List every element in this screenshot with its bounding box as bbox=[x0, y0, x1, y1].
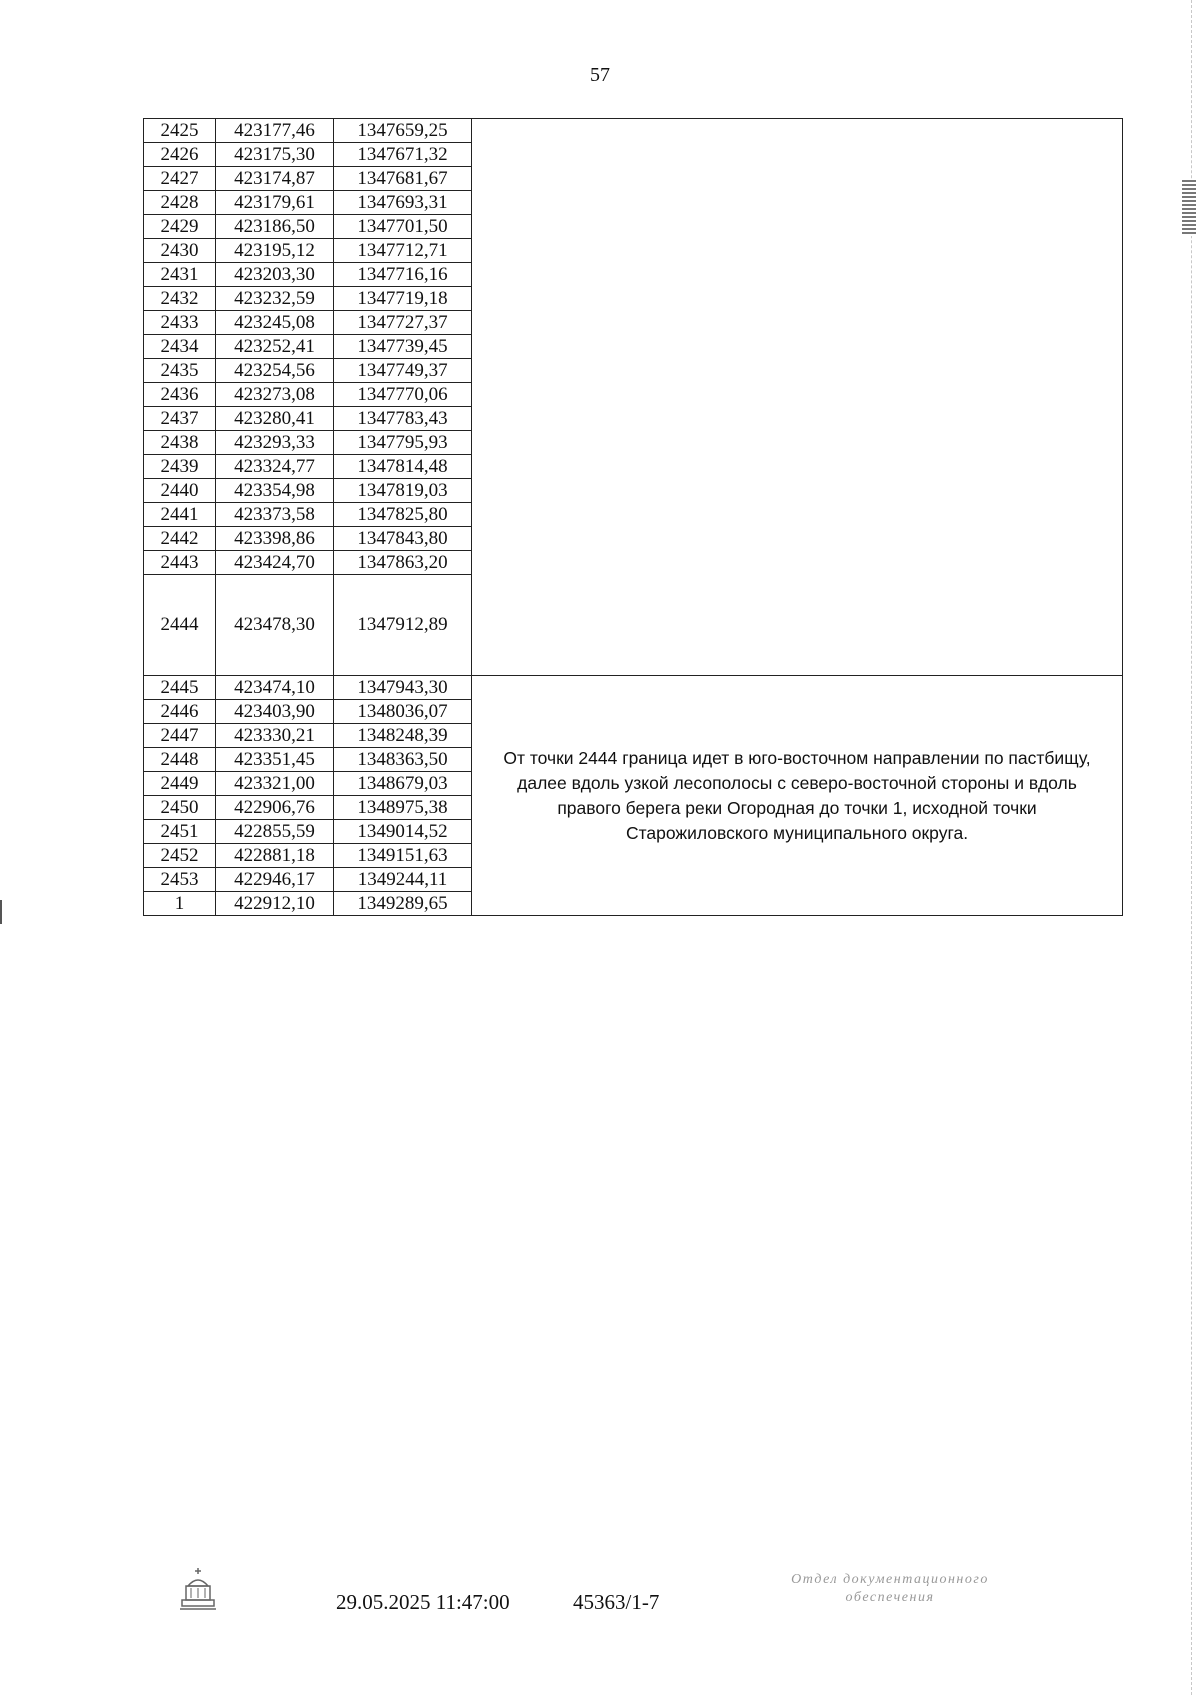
cell-point: 2426 bbox=[144, 143, 216, 167]
cell-y: 1348363,50 bbox=[334, 748, 472, 772]
page-number: 57 bbox=[590, 64, 610, 86]
cell-y: 1348679,03 bbox=[334, 772, 472, 796]
cell-x: 423245,08 bbox=[216, 311, 334, 335]
coordinates-table-body bbox=[144, 119, 1123, 916]
cell-x: 423478,30 bbox=[216, 575, 334, 676]
cell-point: 2433 bbox=[144, 311, 216, 335]
cell-y: 1347814,48 bbox=[334, 455, 472, 479]
cell-x: 423403,90 bbox=[216, 700, 334, 724]
cell-x: 423280,41 bbox=[216, 407, 334, 431]
cell-x: 423254,56 bbox=[216, 359, 334, 383]
table-row bbox=[144, 676, 1123, 700]
cell-x: 423174,87 bbox=[216, 167, 334, 191]
cell-point: 2431 bbox=[144, 263, 216, 287]
cell-point: 2453 bbox=[144, 868, 216, 892]
cell-y: 1347701,50 bbox=[334, 215, 472, 239]
cell-y: 1347912,89 bbox=[334, 575, 472, 676]
cell-y: 1347749,37 bbox=[334, 359, 472, 383]
cell-y: 1347671,32 bbox=[334, 143, 472, 167]
cell-x: 423324,77 bbox=[216, 455, 334, 479]
cell-point: 2449 bbox=[144, 772, 216, 796]
cell-x: 423373,58 bbox=[216, 503, 334, 527]
cell-x: 422855,59 bbox=[216, 820, 334, 844]
cell-point: 2425 bbox=[144, 119, 216, 143]
cell-x: 422946,17 bbox=[216, 868, 334, 892]
cell-y: 1349244,11 bbox=[334, 868, 472, 892]
cell-x: 422912,10 bbox=[216, 892, 334, 916]
cell-x: 423252,41 bbox=[216, 335, 334, 359]
cell-x: 423474,10 bbox=[216, 676, 334, 700]
cell-x: 423175,30 bbox=[216, 143, 334, 167]
department-stamp bbox=[740, 1571, 1040, 1607]
cell-y: 1348975,38 bbox=[334, 796, 472, 820]
cell-point: 2437 bbox=[144, 407, 216, 431]
cell-point: 2451 bbox=[144, 820, 216, 844]
cell-y: 1349151,63 bbox=[334, 844, 472, 868]
cell-x: 423195,12 bbox=[216, 239, 334, 263]
footer-date: 29.05.2025 11:47:00 bbox=[336, 1590, 510, 1614]
cell-point: 2452 bbox=[144, 844, 216, 868]
boundary-description: От точки 2444 граница идет в юго-восточном направлении по пастбищу, далее вдоль узкой лесополосы с северо-восточной стороны и вдоль правого берега реки Огородная до точки 1, исходной точки Старожиловского муниципального округа. bbox=[472, 676, 1123, 916]
cell-y: 1347783,43 bbox=[334, 407, 472, 431]
cell-point: 2445 bbox=[144, 676, 216, 700]
cell-x: 423398,86 bbox=[216, 527, 334, 551]
coordinates-table bbox=[143, 118, 1123, 916]
cell-point: 2440 bbox=[144, 479, 216, 503]
cell-point: 2444 bbox=[144, 575, 216, 676]
cell-point: 2443 bbox=[144, 551, 216, 575]
cell-point: 2428 bbox=[144, 191, 216, 215]
cell-y: 1347719,18 bbox=[334, 287, 472, 311]
cell-point: 2438 bbox=[144, 431, 216, 455]
emblem-icon bbox=[178, 1566, 218, 1612]
cell-point: 1 bbox=[144, 892, 216, 916]
cell-point: 2429 bbox=[144, 215, 216, 239]
cell-x: 423330,21 bbox=[216, 724, 334, 748]
cell-point: 2448 bbox=[144, 748, 216, 772]
cell-x: 423321,00 bbox=[216, 772, 334, 796]
cell-point: 2450 bbox=[144, 796, 216, 820]
cell-y: 1349014,52 bbox=[334, 820, 472, 844]
cell-x: 423186,50 bbox=[216, 215, 334, 239]
stamp-line-1: Отдел документационного bbox=[791, 1572, 989, 1587]
cell-y: 1347716,16 bbox=[334, 263, 472, 287]
table-row bbox=[144, 119, 1123, 143]
stamp-line-2: обеспечения bbox=[845, 1590, 935, 1605]
cell-y: 1347943,30 bbox=[334, 676, 472, 700]
cell-x: 423351,45 bbox=[216, 748, 334, 772]
cell-point: 2447 bbox=[144, 724, 216, 748]
cell-y: 1347739,45 bbox=[334, 335, 472, 359]
cell-y: 1348248,39 bbox=[334, 724, 472, 748]
scan-mark bbox=[1182, 180, 1196, 236]
cell-point: 2441 bbox=[144, 503, 216, 527]
scan-tick bbox=[0, 900, 2, 924]
cell-x: 422906,76 bbox=[216, 796, 334, 820]
cell-y: 1347825,80 bbox=[334, 503, 472, 527]
cell-x: 423424,70 bbox=[216, 551, 334, 575]
cell-y: 1349289,65 bbox=[334, 892, 472, 916]
cell-y: 1348036,07 bbox=[334, 700, 472, 724]
cell-y: 1347727,37 bbox=[334, 311, 472, 335]
cell-point: 2439 bbox=[144, 455, 216, 479]
cell-point: 2442 bbox=[144, 527, 216, 551]
cell-point: 2434 bbox=[144, 335, 216, 359]
cell-point: 2427 bbox=[144, 167, 216, 191]
cell-y: 1347795,93 bbox=[334, 431, 472, 455]
cell-x: 422881,18 bbox=[216, 844, 334, 868]
cell-x: 423354,98 bbox=[216, 479, 334, 503]
cell-x: 423177,46 bbox=[216, 119, 334, 143]
cell-point: 2430 bbox=[144, 239, 216, 263]
cell-point: 2435 bbox=[144, 359, 216, 383]
cell-y: 1347681,67 bbox=[334, 167, 472, 191]
cell-x: 423273,08 bbox=[216, 383, 334, 407]
boundary-description bbox=[472, 119, 1123, 676]
cell-x: 423232,59 bbox=[216, 287, 334, 311]
cell-y: 1347770,06 bbox=[334, 383, 472, 407]
cell-x: 423179,61 bbox=[216, 191, 334, 215]
scan-edge bbox=[1188, 0, 1192, 1695]
cell-y: 1347693,31 bbox=[334, 191, 472, 215]
cell-x: 423293,33 bbox=[216, 431, 334, 455]
cell-y: 1347659,25 bbox=[334, 119, 472, 143]
footer-doc-number: 45363/1-7 bbox=[573, 1590, 660, 1614]
cell-x: 423203,30 bbox=[216, 263, 334, 287]
cell-y: 1347712,71 bbox=[334, 239, 472, 263]
cell-y: 1347843,80 bbox=[334, 527, 472, 551]
cell-point: 2446 bbox=[144, 700, 216, 724]
cell-point: 2436 bbox=[144, 383, 216, 407]
cell-point: 2432 bbox=[144, 287, 216, 311]
cell-y: 1347863,20 bbox=[334, 551, 472, 575]
cell-y: 1347819,03 bbox=[334, 479, 472, 503]
